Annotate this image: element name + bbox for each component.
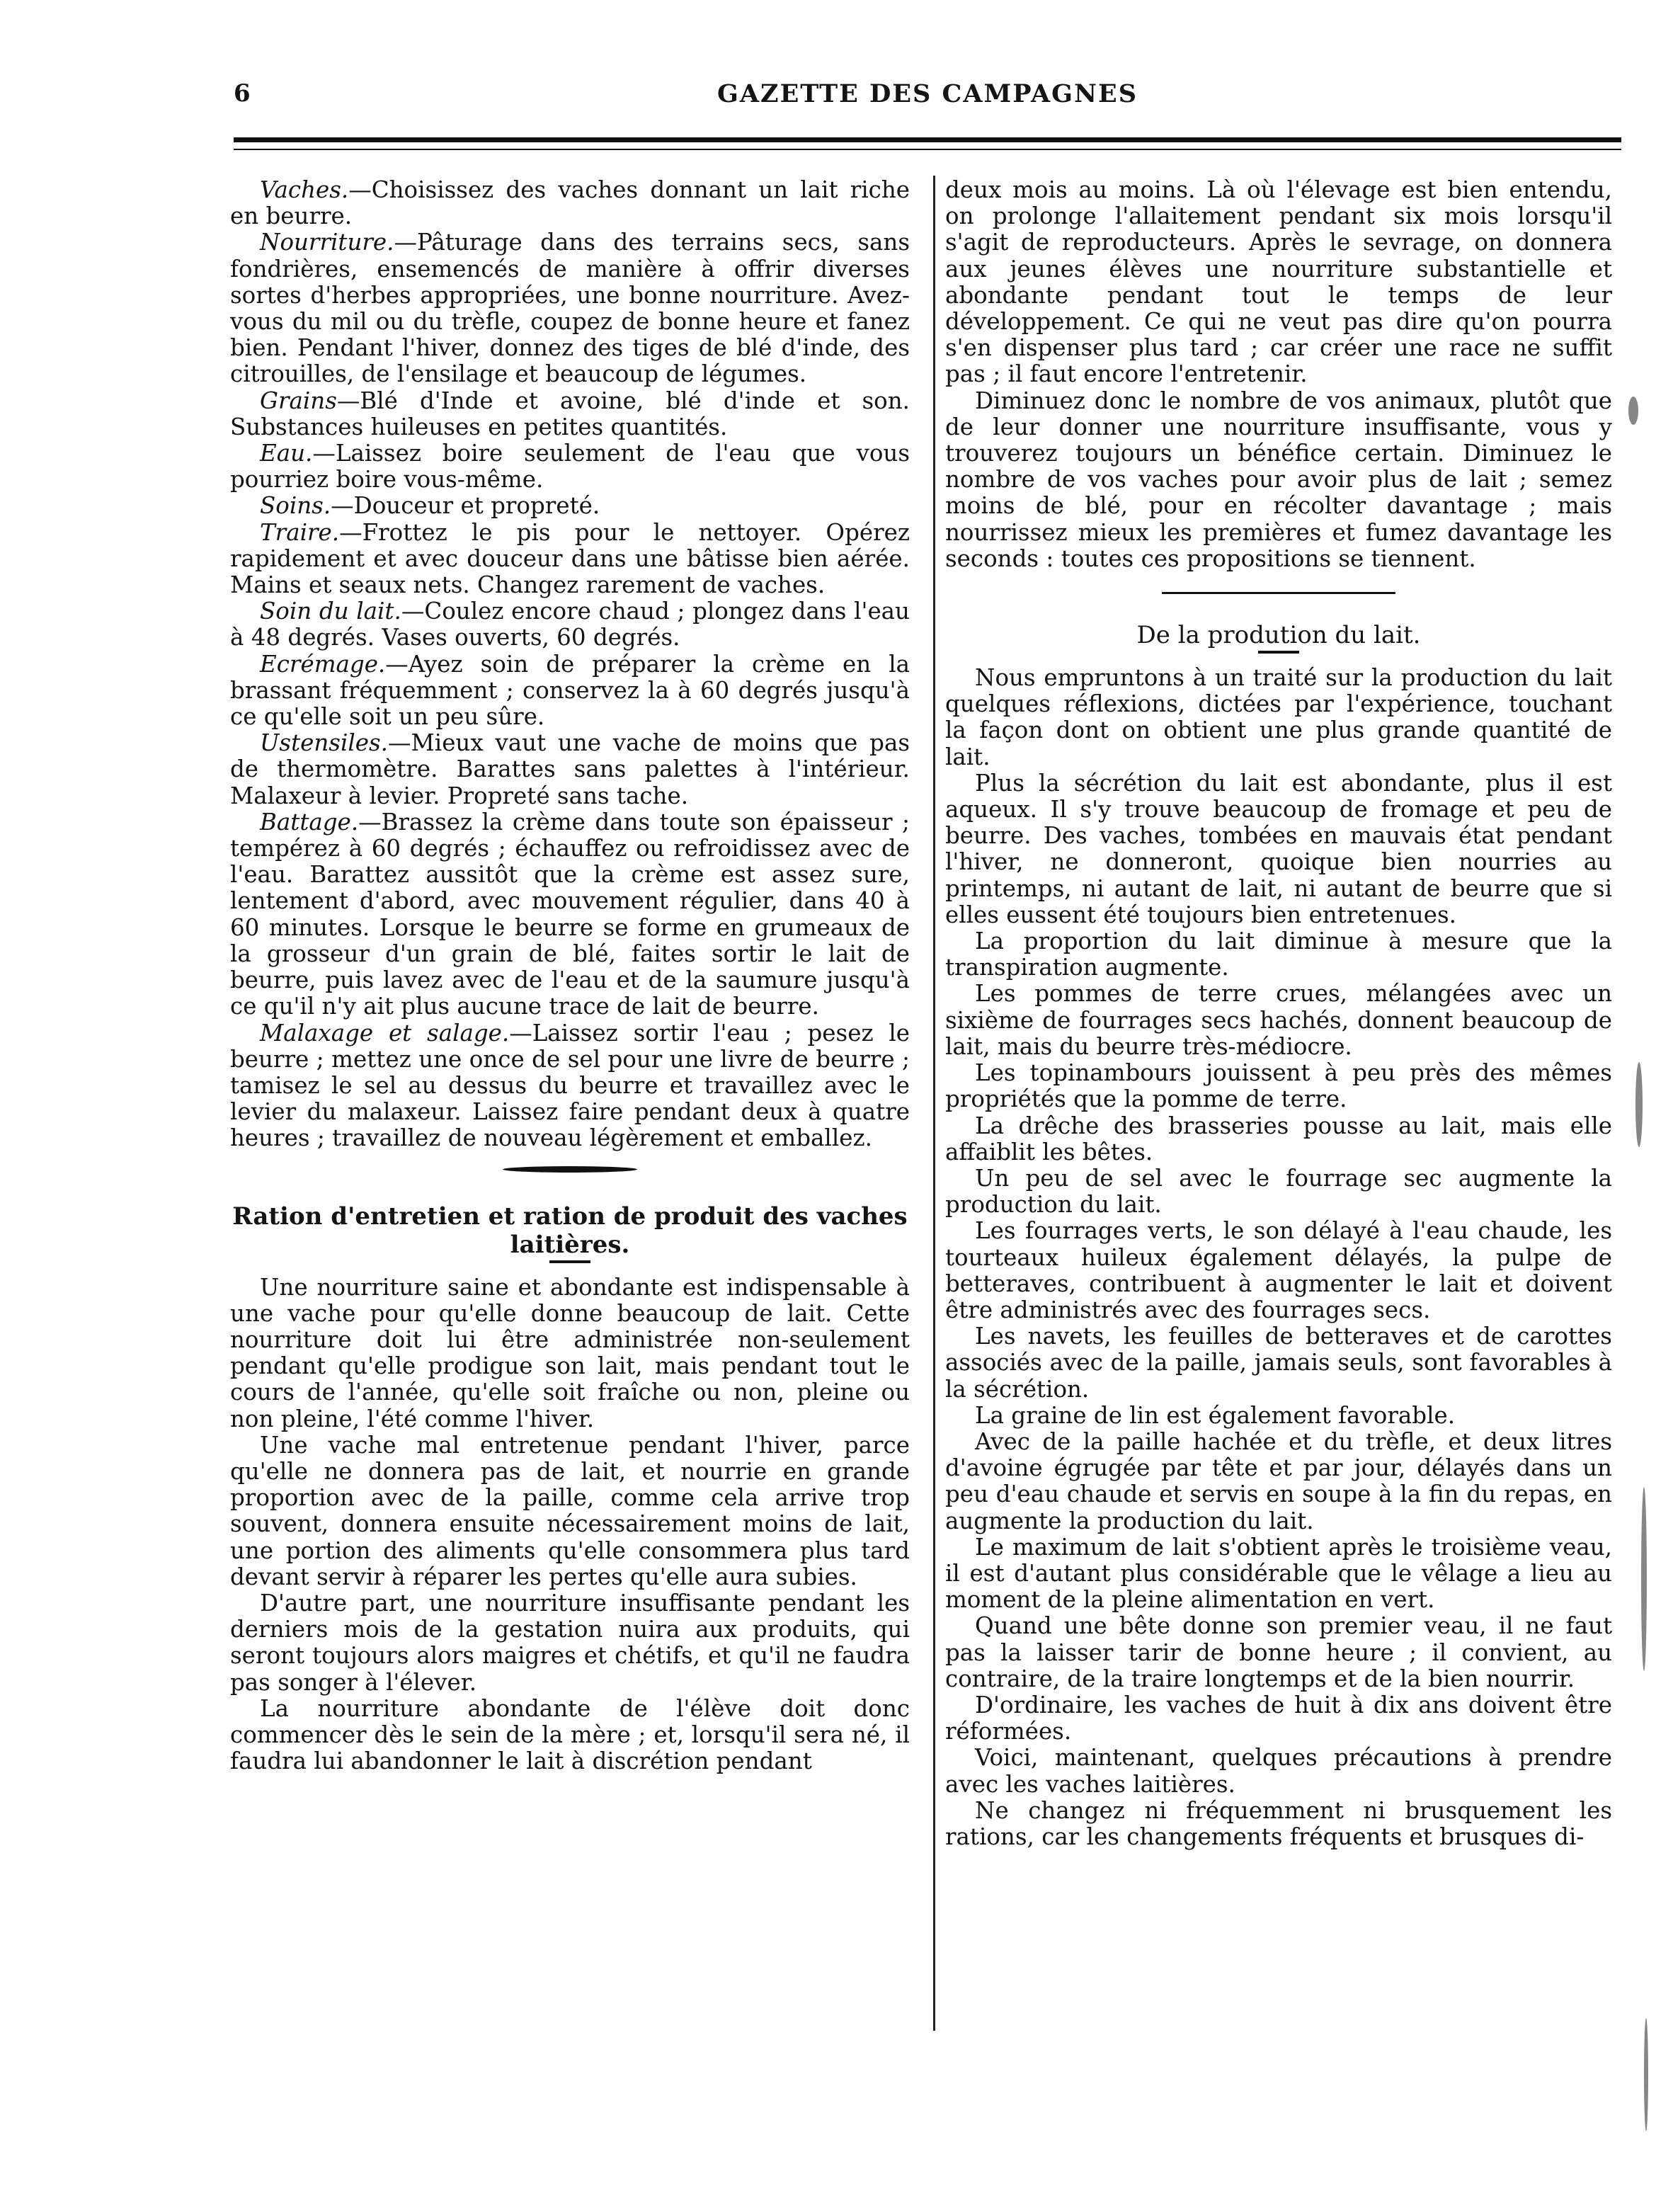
article-paragraph: La graine de lin est également favorable. — [975, 1401, 1456, 1429]
article-paragraph: Les fourrages verts, le son délayé à l'eau chaude, les tourteaux huileux également délayés, la pulpe de betteraves, contribuent à augmenter le lait et doivent être administrés avec des fourrages secs. — [945, 1217, 1612, 1323]
instruction-nourriture: Nourriture.—Pâturage dans des terrains secs, sans fondrières, ensemencés de manière à offrir diverses sortes d'herbes appropriées, une bonne nourriture. Avez-vous du mil ou du trèfle, coupez de bonne heure et fanez bien. Pendant l'hiver, donnez des tiges de blé d'inde, des citrouilles, de l'ensilage et beaucoup de légumes. — [230, 229, 910, 388]
title-dash — [549, 1260, 590, 1263]
article-production — [945, 621, 1612, 1850]
scan-speck — [1644, 2018, 1648, 2131]
article-paragraph: Les topinambours jouissent à peu près des mêmes propriétés que la pomme de terre. — [945, 1059, 1612, 1113]
article-paragraph: Une nourriture saine et abondante est indispensable à une vache pour qu'elle donne beaucoup de lait. Cette nourriture doit lui être administrée non-seulement pendant qu'elle prodigue son lait, mais pendant tout le cours de l'année, qu'elle soit fraîche ou non, pleine ou non pleine, l'été comme l'hiver. — [230, 1273, 910, 1432]
right-column — [945, 177, 1612, 1850]
left-column — [230, 177, 910, 1774]
article-paragraph: Plus la sécrétion du lait est abondante, plus il est aqueux. Il s'y trouve beaucoup de fromage et peu de beurre. Des vaches, tombées en mauvais état pendant l'hiver, ne donneront, quoique bien nourries au printemps, ni autant de lait, ni autant de beurre que si elles eussent été toujours bien entretenues. — [945, 769, 1612, 928]
instruction-soins: Soins.—Douceur et propreté. — [260, 492, 600, 520]
instruction-soin-du-lait: Soin du lait.—Coulez encore chaud ; plongez dans l'eau à 48 degrés. Vases ouverts, 60 degrés. — [230, 598, 910, 651]
column-divider — [933, 176, 935, 2031]
article-ration-continued — [945, 177, 1612, 572]
scan-speck — [1635, 1062, 1643, 1147]
section-separator — [1162, 592, 1395, 594]
instruction-ecremage: Ecrémage.—Ayez soin de préparer la crème en la brassant fréquemment ; conservez la à 60 degrés jusqu'à ce qu'elle soit un peu sûre. — [230, 650, 910, 731]
article-paragraph: Les pommes de terre crues, mélangées avec un sixième de fourrages secs hachés, donnent beaucoup de lait, mais du beurre très-médiocre. — [945, 980, 1612, 1060]
article-paragraph: Un peu de sel avec le fourrage sec augmente la production du lait. — [945, 1164, 1612, 1219]
article-paragraph: Une vache mal entretenue pendant l'hiver, parce qu'elle ne donnera pas de lait, et nourrie en grande proportion avec de la paille, comme cela arrive trop souvent, donnera ensuite nécessairement moins de lait, une portion des aliments qu'elle consommera plus tard devant servir à réparer les pertes qu'elle aura subies. — [230, 1431, 910, 1590]
instruction-malaxage: Malaxage et salage.—Laissez sortir l'eau ; pesez le beurre ; mettez une once de sel pour une livre de beurre ; tamisez le sel au dessus du beurre et travaillez avec le levier du malaxeur. Laissez faire pendant deux à quatre heures ; travaillez de nouveau légèrement et emballez. — [230, 1019, 910, 1152]
scan-speck — [1641, 1487, 1647, 1671]
article-ration — [230, 1202, 910, 1775]
article-paragraph: Le maximum de lait s'obtient après le troisième veau, il est d'autant plus considérable que le vêlage a lieu au moment de la pleine alimentation en vert. — [945, 1533, 1612, 1614]
article-paragraph: deux mois au moins. Là où l'élevage est bien entendu, on prolonge l'allaitement pendant six mois lorsqu'il s'agit de reproducteurs. Après le sevrage, on donnera aux jeunes élèves une nourriture substantielle et abondante pendant tout le temps de leur développement. Ce qui ne veut pas dire qu'on pourra s'en dispenser plus tard ; car créer une race ne suffit pas ; il faut encore l'entretenir. — [945, 176, 1612, 388]
instruction-traire: Traire.—Frottez le pis pour le nettoyer. Opérez rapidement et avec douceur dans une bâtisse bien aérée. Mains et seaux nets. Changez rarement de vaches. — [230, 518, 910, 599]
scan-speck — [1628, 397, 1638, 425]
article-paragraph: La drêche des brasseries pousse au lait, mais elle affaiblit les bêtes. — [945, 1112, 1612, 1165]
article-paragraph: Voici, maintenant, quelques précautions à prendre avec les vaches laitières. — [945, 1744, 1612, 1798]
instruction-ustensiles: Ustensiles.—Mieux vaut une vache de moins que pas de thermomètre. Barattes sans palettes à l'intérieur. Malaxeur à levier. Propreté sans tache. — [230, 729, 910, 809]
instruction-vaches: Vaches.—Choisissez des vaches donnant un lait riche en beurre. — [230, 176, 910, 230]
article-paragraph: Avec de la paille hachée et du trèfle, et deux litres d'avoine égrugée par tête et par jour, délayés dans un peu d'eau chaude et servis en soupe à la fin du repas, en augmente la production du lait. — [945, 1427, 1612, 1534]
article-paragraph: D'autre part, une nourriture insuffisante pendant les derniers mois de la gestation nuira aux produits, qui seront toujours alors maigres et chétifs, et qu'il ne faudra pas songer à l'élever. — [230, 1589, 910, 1696]
page-number: 6 — [234, 79, 251, 108]
dairy-instructions — [230, 177, 910, 1152]
instruction-eau: Eau.—Laissez boire seulement de l'eau que vous pourriez boire vous-même. — [230, 440, 910, 494]
instruction-grains: Grains—Blé d'Inde et avoine, blé d'inde et son. Substances huileuses en petites quantités. — [230, 387, 910, 440]
article-paragraph: Ne changez ni fréquemment ni brusquement les rations, car les changements fréquents et brusques di- — [945, 1796, 1612, 1850]
article-paragraph: Nous empruntons à un traité sur la production du lait quelques réflexions, dictées par l'expérience, touchant la façon dont on obtient une plus grande quantité de lait. — [945, 664, 1612, 770]
article-paragraph: La proportion du lait diminue à mesure que la transpiration augmente. — [945, 928, 1612, 981]
article-title: De la prodution du lait. — [1136, 621, 1421, 650]
article-paragraph: Les navets, les feuilles de betteraves et de carottes associés avec de la paille, jamais seuls, sont favorables à la sécrétion. — [945, 1323, 1612, 1403]
article-title: Ration d'entretien et ration de produit des vaches laitières. — [232, 1202, 908, 1259]
article-paragraph: D'ordinaire, les vaches de huit à dix ans doivent être réformées. — [945, 1691, 1612, 1745]
article-paragraph: Quand une bête donne son premier veau, il ne faut pas la laisser tarir de bonne heure ; il convient, au contraire, de la traire longtemps et de la bien nourrir. — [945, 1612, 1612, 1692]
header-rule-thick — [234, 137, 1621, 142]
article-paragraph: La nourriture abondante de l'élève doit donc commencer dès le sein de la mère ; et, lorsqu'il sera né, il faudra lui abandonner le lait à discrétion pendant — [230, 1694, 910, 1775]
instruction-battage: Battage.—Brassez la crème dans toute son épaisseur ; tempérez à 60 degrés ; échauffez ou refroidissez avec de l'eau. Barattez aussitôt que la crème est assez sure, lentement d'abord, avec mouvement régulier, dans 40 à 60 minutes. Lorsque le beurre se forme en grumeaux de la grosseur d'un grain de blé, faites sortir le lait de beurre, puis lavez avec de l'eau et de la saumure jusqu'à ce qu'il n'y ait plus aucune trace de lait de beurre. — [230, 808, 910, 1020]
header-rule-thin — [234, 149, 1621, 150]
section-ornament — [503, 1166, 637, 1173]
title-dash — [1258, 651, 1299, 654]
page-header — [234, 79, 1621, 122]
article-paragraph: Diminuez donc le nombre de vos animaux, plutôt que de leur donner une nourriture insuffisante, vous y trouverez toujours un bénéfice certain. Diminuez le nombre de vos vaches pour avoir plus de lait ; semez moins de blé, pour en récolter davantage ; mais nourrissez mieux les premières et fumez davantage les seconds : toutes ces propositions se tiennent. — [945, 387, 1612, 572]
running-title: GAZETTE DES CAMPAGNES — [717, 79, 1138, 108]
